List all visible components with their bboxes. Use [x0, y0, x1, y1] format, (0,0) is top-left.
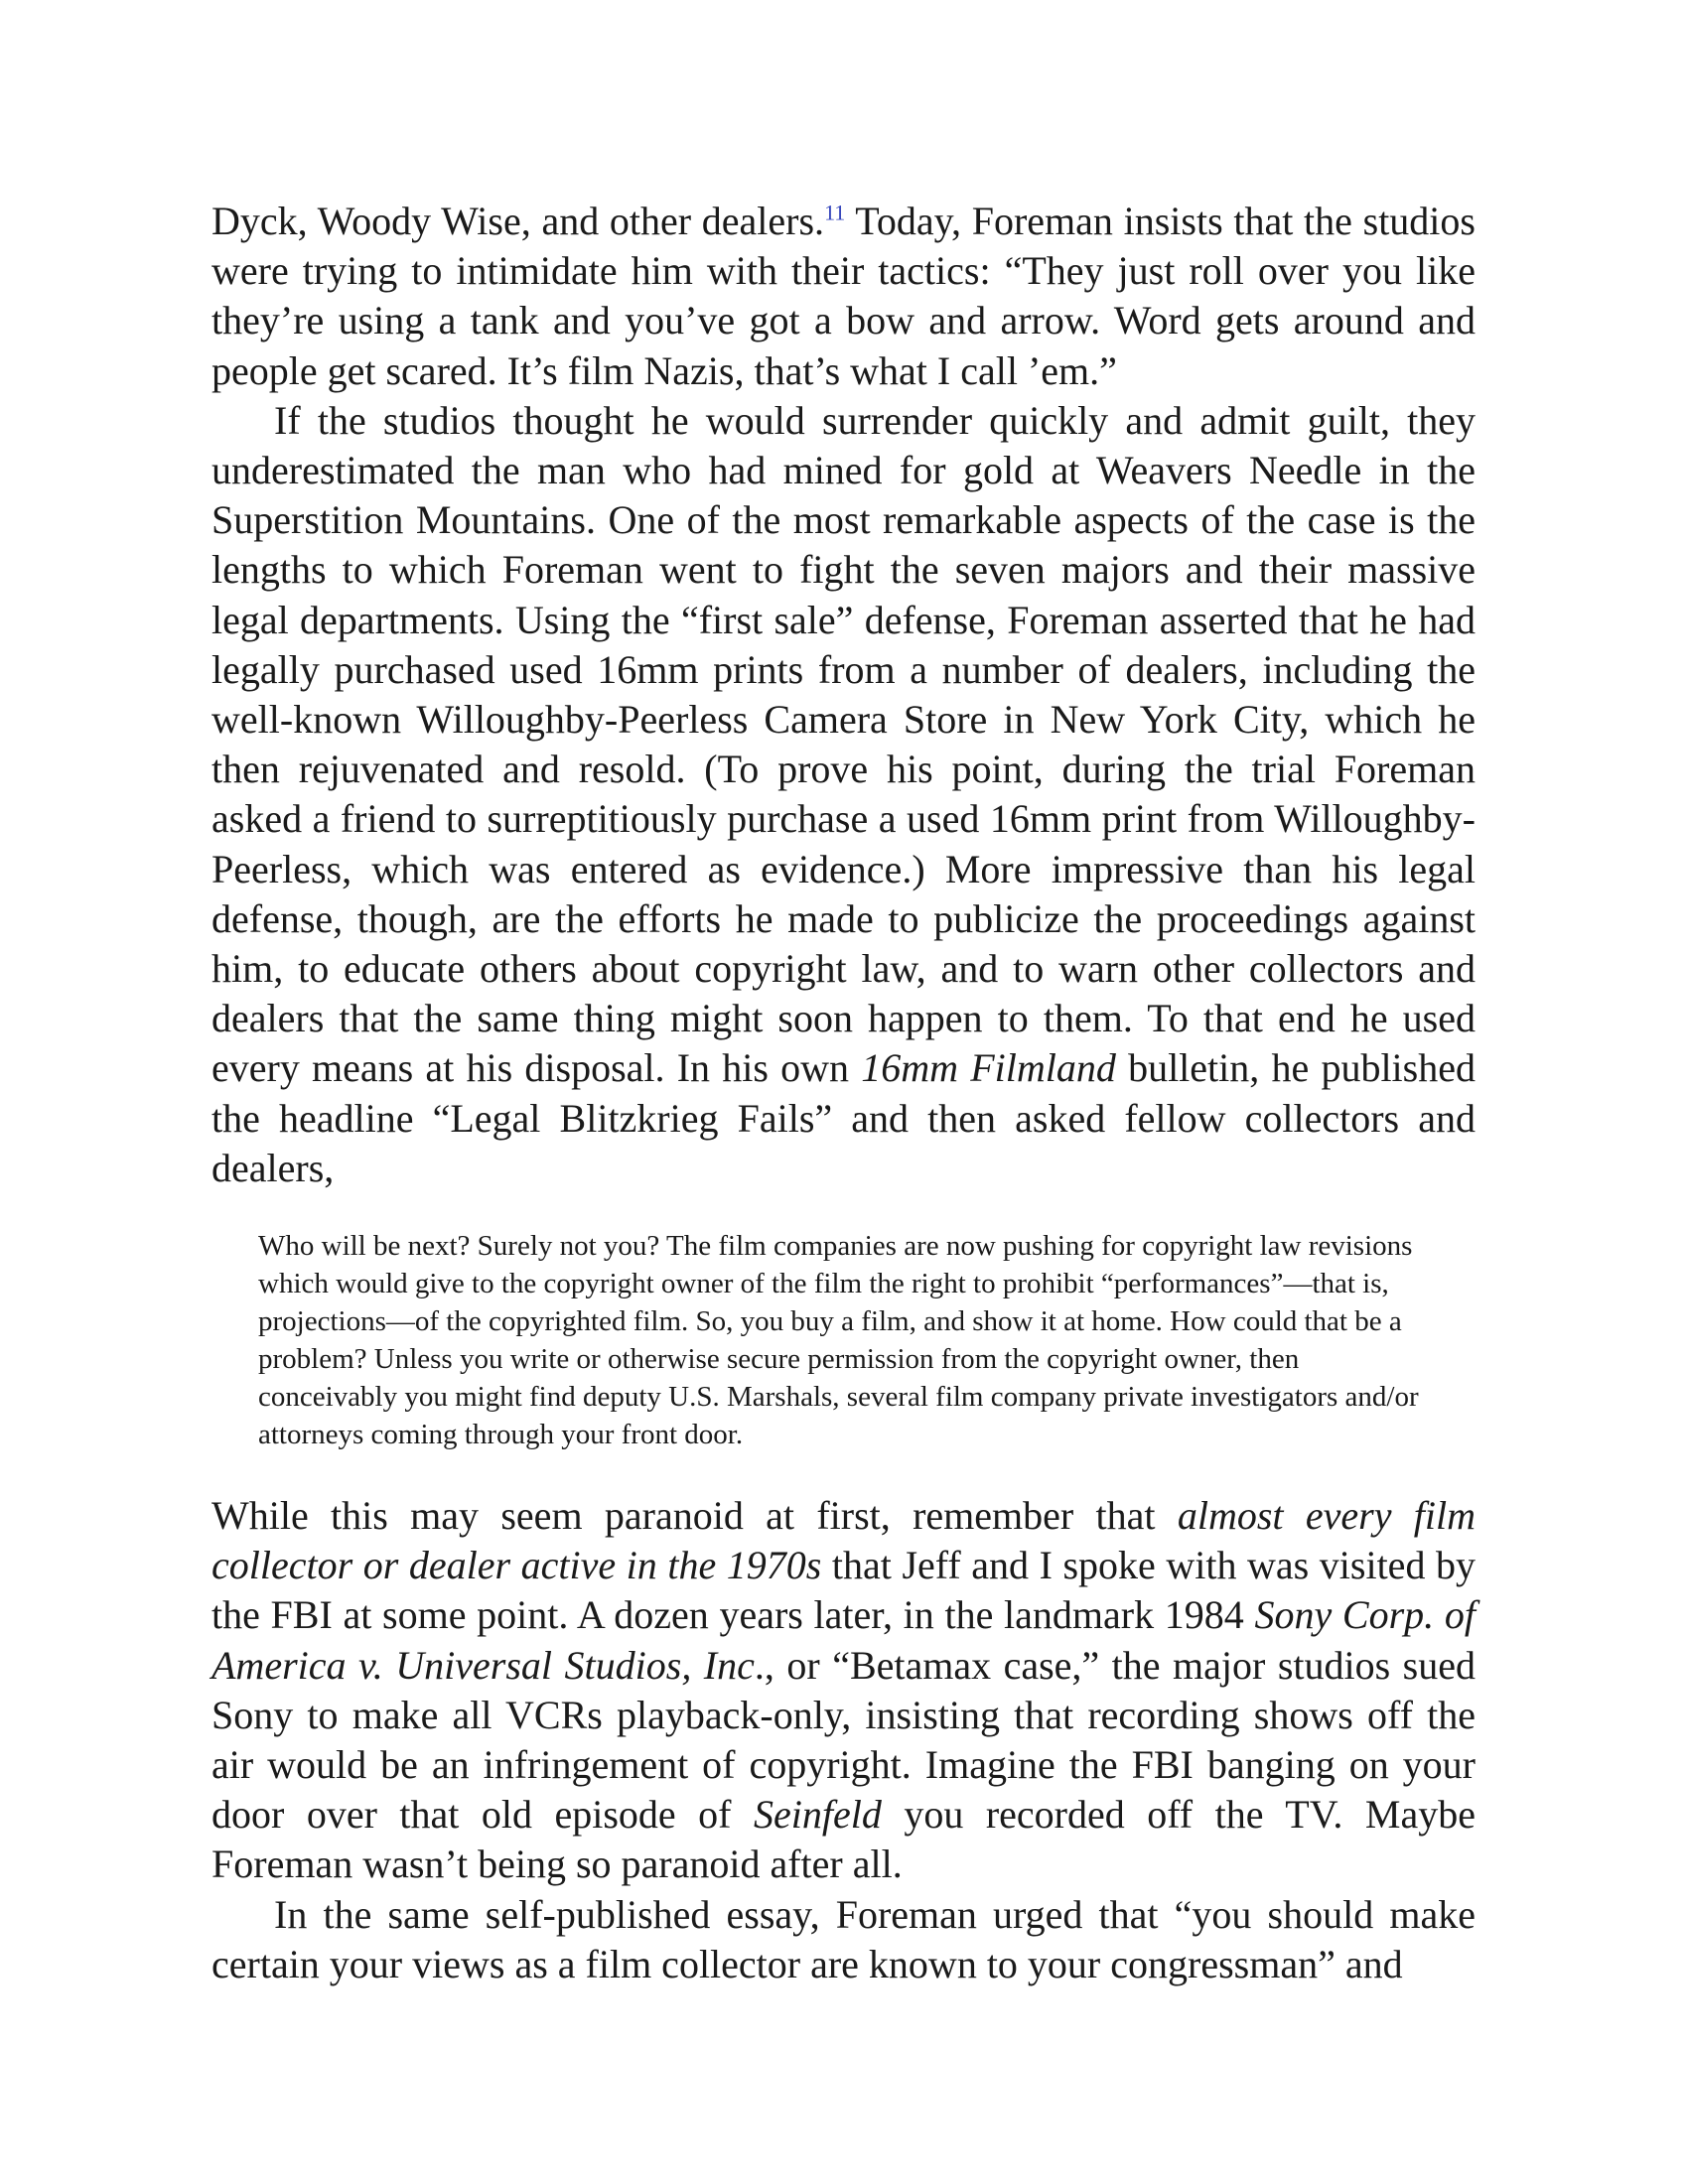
paragraph-3-italic-phrase: almost every film collector or dealer active in the 1970s: [211, 1493, 1476, 1588]
case-name-italic: Sony Corp. of America v. Universal Studios, Inc: [211, 1592, 1476, 1688]
publication-title-filmland: 16mm Filmland: [861, 1045, 1116, 1091]
paragraph-2-text-a: If the studios thought he would surrender quickly and admit guilt, they underestimated the man who had mined for gold at Weavers Needle in the Superstition Mountains. One of the most remarkable aspects of the case is the lengths to which Foreman went to fight the seven majors and their massive legal departments. Using the “first sale” defense, Foreman asserted that he had legally purchased used 16mm prints from a number of dealers, including the well-known Willoughby-Peerless Camera Store in New York City, which he then rejuvenated and resold. (To prove his point, during the trial Foreman asked a friend to surreptitiously purchase a used 16mm print from Willoughby-Peerless, which was entered as evidence.) More impressive than his legal defense, though, are the efforts he made to publicize the proceedings against him, to educate others about copyright law, and to warn other collectors and dealers that the same thing might soon happen to them. To that end he used every means at his disposal. In his own: [211, 397, 1476, 1091]
paragraph-3-text-b: that Jeff and I spoke with was visited by the FBI at some point. A dozen years later, in the landmark 1984: [211, 1543, 1476, 1638]
paragraph-3-text-a: While this may seem paranoid at first, remember that: [211, 1493, 1178, 1539]
show-title-italic: Seinfeld: [753, 1792, 882, 1838]
paragraph-3-text-c: ., or “Betamax case,” the major studios sued Sony to make all VCRs playback-only, insisting that recording shows off the air would be an infringement of copyright. Imagine the FBI banging on your door over that old episode of: [211, 1642, 1477, 1838]
paragraph-4: [211, 1890, 1476, 1989]
page-content: [211, 197, 1476, 1989]
paragraph-2-text-b: bulletin, he published the headline “Legal Blitzkrieg Fails” and then asked fellow collectors and dealers,: [211, 1045, 1476, 1190]
paragraph-1-text-b: Today, Foreman insists that the studios were trying to intimidate him with their tactics: “They just roll over you like they’re using a tank and you’ve got a bow and arrow. Word gets around and people get scared. It’s film Nazis, that’s what I call ’em.”: [211, 199, 1476, 393]
paragraph-2: [211, 396, 1476, 1193]
paragraph-3-text-d: you recorded off the TV. Maybe Foreman wasn’t being so paranoid after all.: [211, 1792, 1477, 1887]
paragraph-1: [211, 197, 1476, 396]
block-quote: Who will be next? Surely not you? The film companies are now pushing for copyright law revisions which would give to the copyright owner of the film the right to prohibit “performances”—that is, projections—of the copyrighted film. So, you buy a film, and show it at home. How could that be a problem? Unless you write or otherwise secure permission from the copyright owner, then conceivably you might find deputy U.S. Marshals, several film company private investigators and/or attorneys coming through your front door.: [258, 1230, 1419, 1451]
footnote-marker[interactable]: 11: [824, 200, 846, 225]
paragraph-1-text-a: Dyck, Woody Wise, and other dealers.: [211, 199, 825, 243]
paragraph-4-text-a: In the same self-published essay, Foreman urged that “you should make certain your views as a film collector are known to your congressman” and: [211, 1891, 1476, 1986]
paragraph-3: [211, 1491, 1476, 1890]
